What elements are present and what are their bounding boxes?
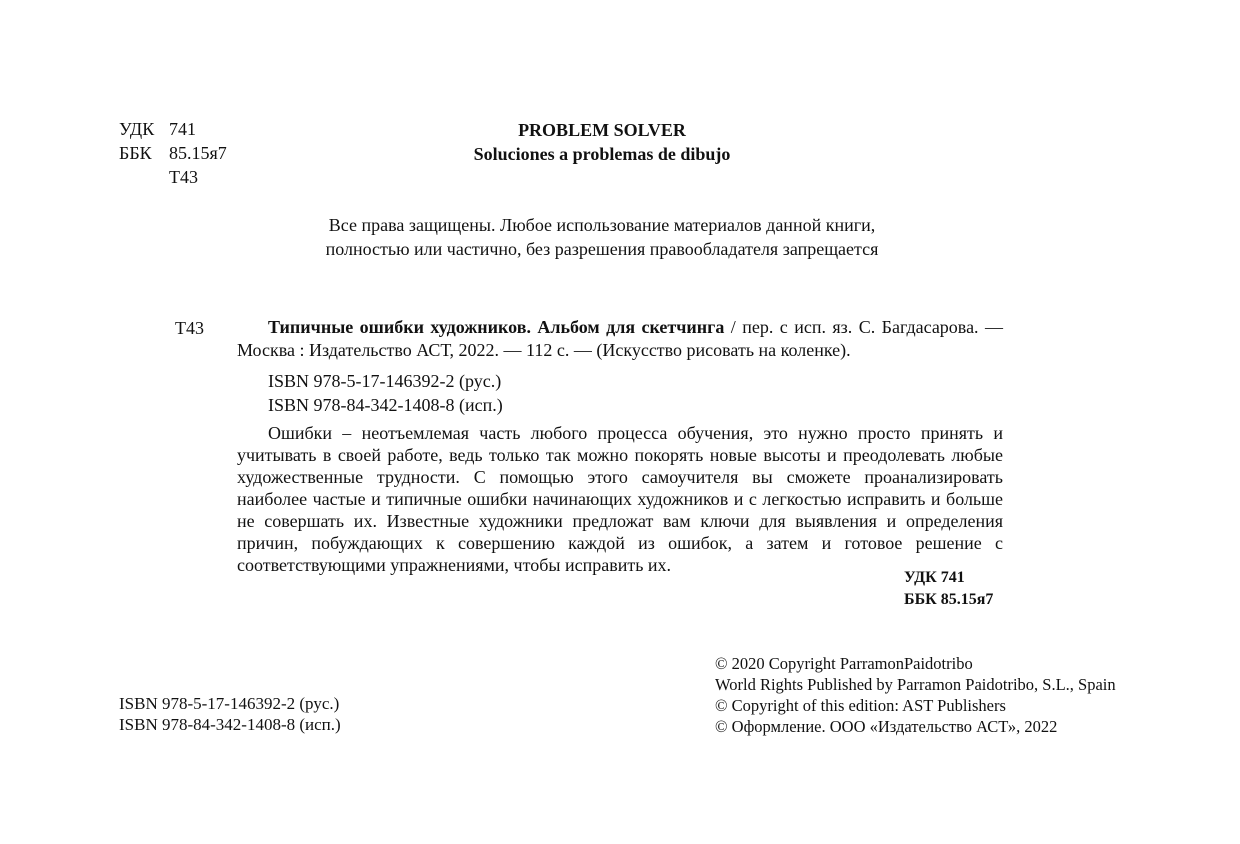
udk-label: УДК [119, 119, 155, 139]
bibliographic-record [237, 316, 1003, 362]
copyright-line1: © 2020 Copyright ParramonPaidotribo [715, 654, 973, 673]
rights-notice-line2: полностью или частично, без разрешения правообладателя запрещается [325, 239, 879, 259]
bbk-label: ББК [119, 143, 152, 163]
isbn-bottom [119, 693, 341, 735]
record-details: / пер. с исп. яз. С. Багдасарова. — Москва : Издательство АСТ, 2022. — 112 с. — (Искусство рисовать на коленке). [237, 317, 1003, 360]
original-title-line1: PROBLEM SOLVER [518, 120, 686, 140]
book-title: Типичные ошибки художников. Альбом для скетчинга [268, 317, 725, 337]
isbn-bottom-es: ISBN 978-84-342-1408-8 (исп.) [119, 715, 341, 734]
record-author-mark: Т43 [175, 318, 204, 338]
copyright-block [715, 653, 1116, 737]
original-title [0, 118, 1204, 166]
author-mark: Т43 [169, 167, 198, 187]
bbk-right-line: ББК 85.15я7 [904, 591, 994, 608]
udk-right-line: УДК 741 [904, 569, 965, 586]
copyright-line4: © Оформление. ООО «Издательство АСТ», 2022 [715, 717, 1058, 736]
udk-bbk-right [904, 567, 993, 611]
rights-notice [0, 213, 1204, 261]
copyright-line2: World Rights Published by Parramon Paidotribo, S.L., Spain [715, 675, 1116, 694]
copyright-line3: © Copyright of this edition: AST Publishers [715, 696, 1006, 715]
udk-value: 741 [169, 119, 196, 139]
original-title-line2: Soluciones a problemas de dibujo [473, 144, 731, 164]
record-isbn-es: ISBN 978-84-342-1408-8 (исп.) [268, 395, 503, 415]
record-isbn-ru: ISBN 978-5-17-146392-2 (рус.) [268, 371, 502, 391]
bbk-value: 85.15я7 [169, 143, 227, 163]
abstract: Ошибки – неотъемлемая часть любого процесса обучения, это нужно просто принять и учитывать в своей работе, ведь только так можно покорять новые высоты и преодолевать любые художественные трудности. С помощью этого самоучителя вы сможете проанализировать наиболее частые и типичные ошибки начинающих художников и с легкостью исправить и больше не совершать их. Известные художники предложат вам ключи для выявления и определения причин, побуждающих к совершению каждой из ошибок, а затем и готовое решение с соответствующими упражнениями, чтобы исправить их. [237, 423, 1003, 575]
rights-notice-line1: Все права защищены. Любое использование материалов данной книги, [328, 215, 876, 235]
isbn-bottom-ru: ISBN 978-5-17-146392-2 (рус.) [119, 694, 340, 713]
